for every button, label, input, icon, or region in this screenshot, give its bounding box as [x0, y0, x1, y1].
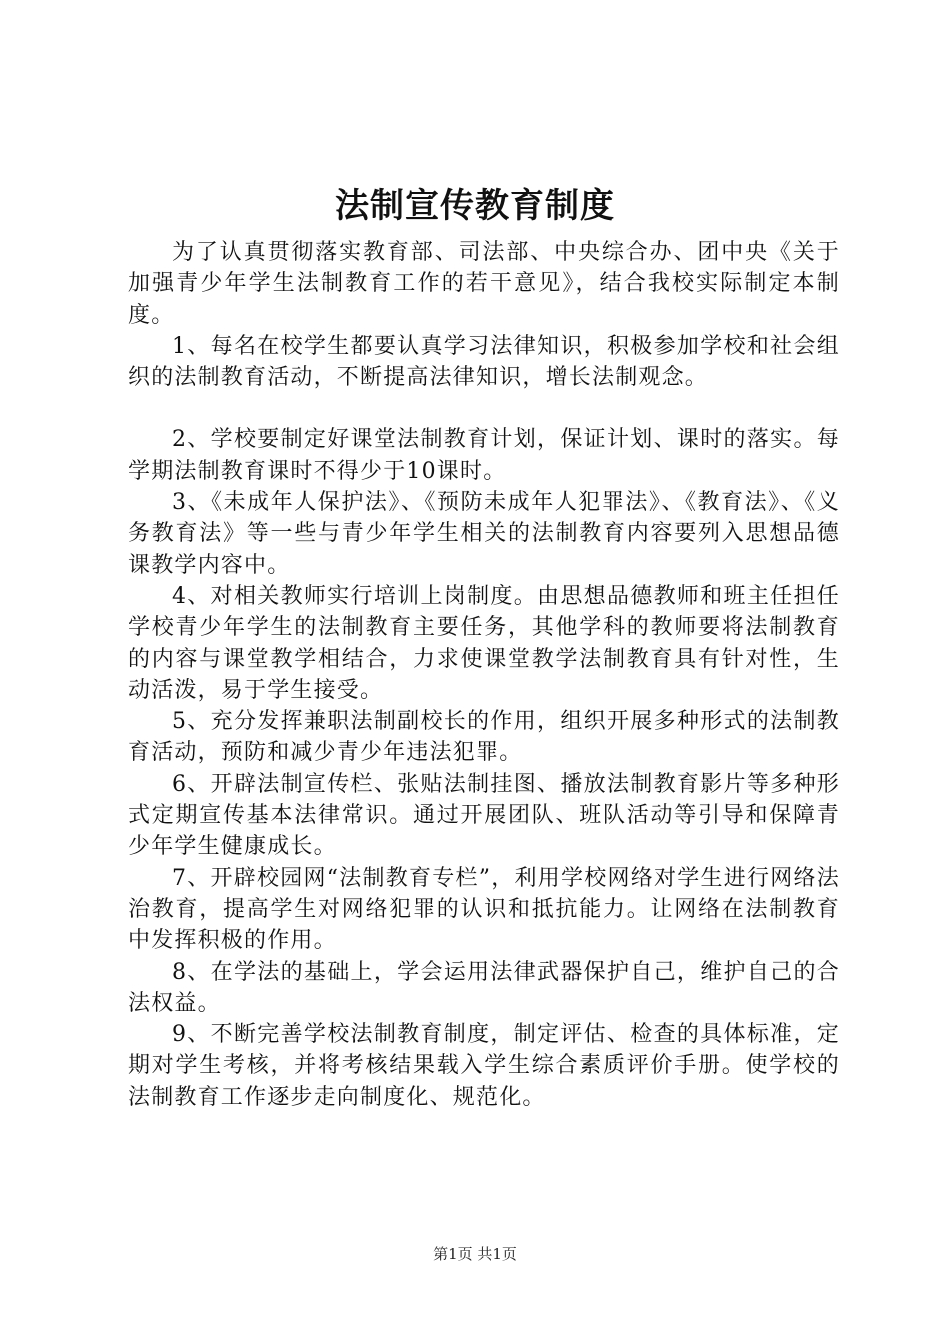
page-footer: 第1页 共1页 — [433, 1245, 517, 1263]
rule-paragraph-1: 1、每名在校学生都要认真学习法律知识，积极参加学校和社会组织的法制教育活动，不断提高法律知识，增长法制观念。 — [128, 333, 840, 391]
rule-paragraph-5: 5、充分发挥兼职法制副校长的作用，组织开展多种形式的法制教育活动，预防和减少青少年违法犯罪。 — [128, 709, 840, 766]
rule-paragraph-7: 7、开辟校园网“法制教育专栏”，利用学校网络对学生进行网络法治教育，提高学生对网络犯罪的认识和抵抗能力。让网络在法制教育中发挥积极的作用。 — [128, 865, 840, 954]
rule-paragraph-3: 3、《未成年人保护法》、《预防未成年人犯罪法》、《教育法》、《义务教育法》等一些与青少年学生相关的法制教育内容要列入思想品德课教学内容中。 — [128, 490, 840, 578]
document-title: 法制宣传教育制度 — [335, 186, 615, 226]
intro-paragraph: 为了认真贯彻落实教育部、司法部、中央综合办、团中央《关于加强青少年学生法制教育工作的若干意见》，结合我校实际制定本制度。 — [128, 240, 840, 328]
rule-paragraph-4: 4、对相关教师实行培训上岗制度。由思想品德教师和班主任担任学校青少年学生的法制教育主要任务，其他学科的教师要将法制教育的内容与课堂教学相结合，力求使课堂教学法制教育具有针对性，生动活泼，易于学生接受。 — [128, 583, 840, 703]
rule-paragraph-9: 9、不断完善学校法制教育制度，制定评估、检查的具体标准，定期对学生考核，并将考核结果载入学生综合素质评价手册。使学校的法制教育工作逐步走向制度化、规范化。 — [128, 1022, 840, 1110]
rule-paragraph-2: 2、学校要制定好课堂法制教育计划，保证计划、课时的落实。每学期法制教育课时不得少于10课时。 — [128, 427, 840, 484]
document-body — [128, 237, 840, 1113]
rule-paragraph-6: 6、开辟法制宣传栏、张贴法制挂图、播放法制教育影片等多种形式定期宣传基本法律常识。通过开展团队、班队活动等引导和保障青少年学生健康成长。 — [128, 771, 840, 860]
rule-paragraph-8: 8、在学法的基础上，学会运用法律武器保护自己，维护自己的合法权益。 — [128, 959, 840, 1016]
